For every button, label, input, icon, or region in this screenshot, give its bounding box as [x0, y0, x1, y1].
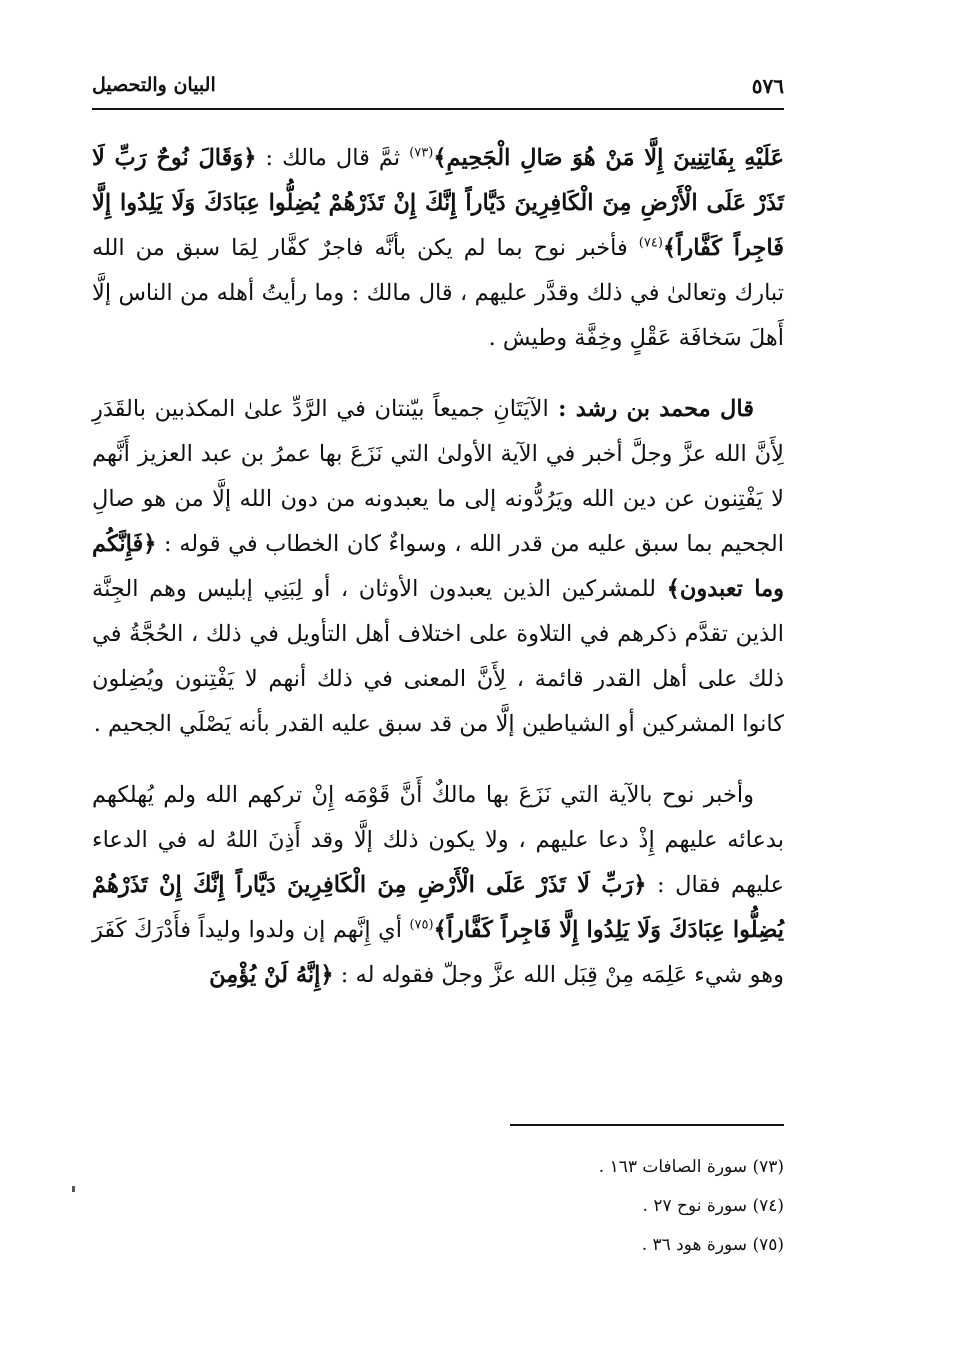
- paragraph-2: [92, 387, 784, 747]
- quran-verse: عَلَيْهِ بِفَاتِنِينَ إِلَّا مَنْ هُوَ صَالِ الْجَحِيمِ﴾: [433, 145, 785, 171]
- footnote-74: (٧٤) سورة نوح ٢٧ .: [642, 1196, 784, 1216]
- prose: الآيَتَانِ جميعاً بيّنتان في الرَّدِّ علىٰ المكذبين بالقَدَرِ لِأَنَّ الله عزَّ وجلَّ أخبر في الآية الأولىٰ التي نَزَعَ بها عمرُ بن عبد العزيز أَنَّهم لا يَفْتِنون عن دين الله ويَرُدُّونه إلى ما يعبدونه من دون الله إلَّا من هو صالِ الجحيم بما سبق عليه من قدر الله ، وسواءٌ كان الخطاب في قوله :: [92, 396, 784, 557]
- paragraph-1: [92, 136, 784, 361]
- prose: فأخبر نوح بما لم يكن بأنَّه فاجرٌ كفَّار لِمَا سبق من الله تبارك وتعالىٰ في ذلك وقدَّر عليهم ، قال مالك : وما رأيتُ أهله من الناس إلَّا أَهلَ سَخافَة عَقْلٍ وخِفَّة وطيش .: [92, 235, 784, 351]
- prose: وأخبر نوح بالآية التي نَزَعَ بها مالكٌ أَنَّ قَوْمَه إِنْ تركهم الله ولم يُهلكهم بدعائه عليهم إِذْ دعا عليهم ، ولا يكون ذلك إلَّا وقد أَذِنَ اللهُ له في الدعاء عليهم فقال :: [92, 782, 784, 898]
- footnote-75: (٧٥) سورة هود ٣٦ .: [641, 1235, 784, 1255]
- footnote-73: (٧٣) سورة الصافات ١٦٣ .: [598, 1157, 784, 1177]
- paragraph-3: [92, 773, 784, 998]
- commentator-heading: قال محمد بن رشد :: [548, 396, 754, 422]
- quran-verse: ﴿وَقَالَ نُوحٌ رَبِّ لَا تَذَرْ عَلَى الْأَرْضِ مِنَ الْكَافِرِينَ دَيَّاراً إِنَّكَ إِنْ تَذَرْهُمْ يُضِلُّوا عِبَادَكَ وَلَا يَلِدُوا إِلَّا فَاجِراً كَفَّاراً﴾: [92, 145, 784, 261]
- footnote-ref-73: (٧٣): [409, 145, 434, 161]
- running-title: البيان والتحصيل: [92, 74, 216, 96]
- footnotes: [264, 1148, 784, 1265]
- quran-verse: ﴿رَبِّ لَا تَذَرْ عَلَى الْأَرْضِ مِنَ الْكَافِرِينَ دَيَّاراً إِنَّكَ إِنْ تَذَرْهُمْ يُضِلُّوا عِبَادَكَ وَلَا يَلِدُوا إِلَّا فَاجِراً كَفَّاراً﴾: [92, 872, 784, 943]
- quran-verse: ﴿إِنَّهُ لَنْ يُؤْمِنَ: [209, 962, 334, 988]
- prose: للمشركين الذين يعبدون الأوثان ، أو لِبَنِي إبليس وهم الجِنَّة الذين تقدَّم ذكرهم في التلاوة على اختلاف أهل التأويل في ذلك ، الحُجَّةُ في ذلك على أهل القدر قائمة ، لِأَنَّ المعنى في ذلك أنهم لا يَفْتِنون ويُضِلون كانوا المشركين أو الشياطين إلَّا من قد سبق عليه القدر بأنه يَصْلَي الجحيم .: [92, 576, 784, 737]
- footnote-ref-75: (٧٥): [409, 917, 434, 933]
- scan-speck: [72, 1186, 75, 1192]
- footnote-ref-74: (٧٤): [638, 235, 663, 251]
- prose: ثمَّ قال مالك :: [256, 145, 410, 171]
- footnote-separator: [510, 1124, 784, 1126]
- page-header: [92, 70, 784, 110]
- quran-verse: ﴿فَإِنَّكُم وما تعبدون﴾: [92, 531, 784, 602]
- page-number: ٥٧٦: [751, 74, 784, 98]
- prose: أي إِنَّهم إن ولدوا وليداً فأَدْرَكَ كَفَرَ وهو شيء عَلِمَه مِنْ قِبَل الله عزَّ وجلّ فقوله له :: [92, 917, 784, 988]
- body-text: [92, 136, 784, 1024]
